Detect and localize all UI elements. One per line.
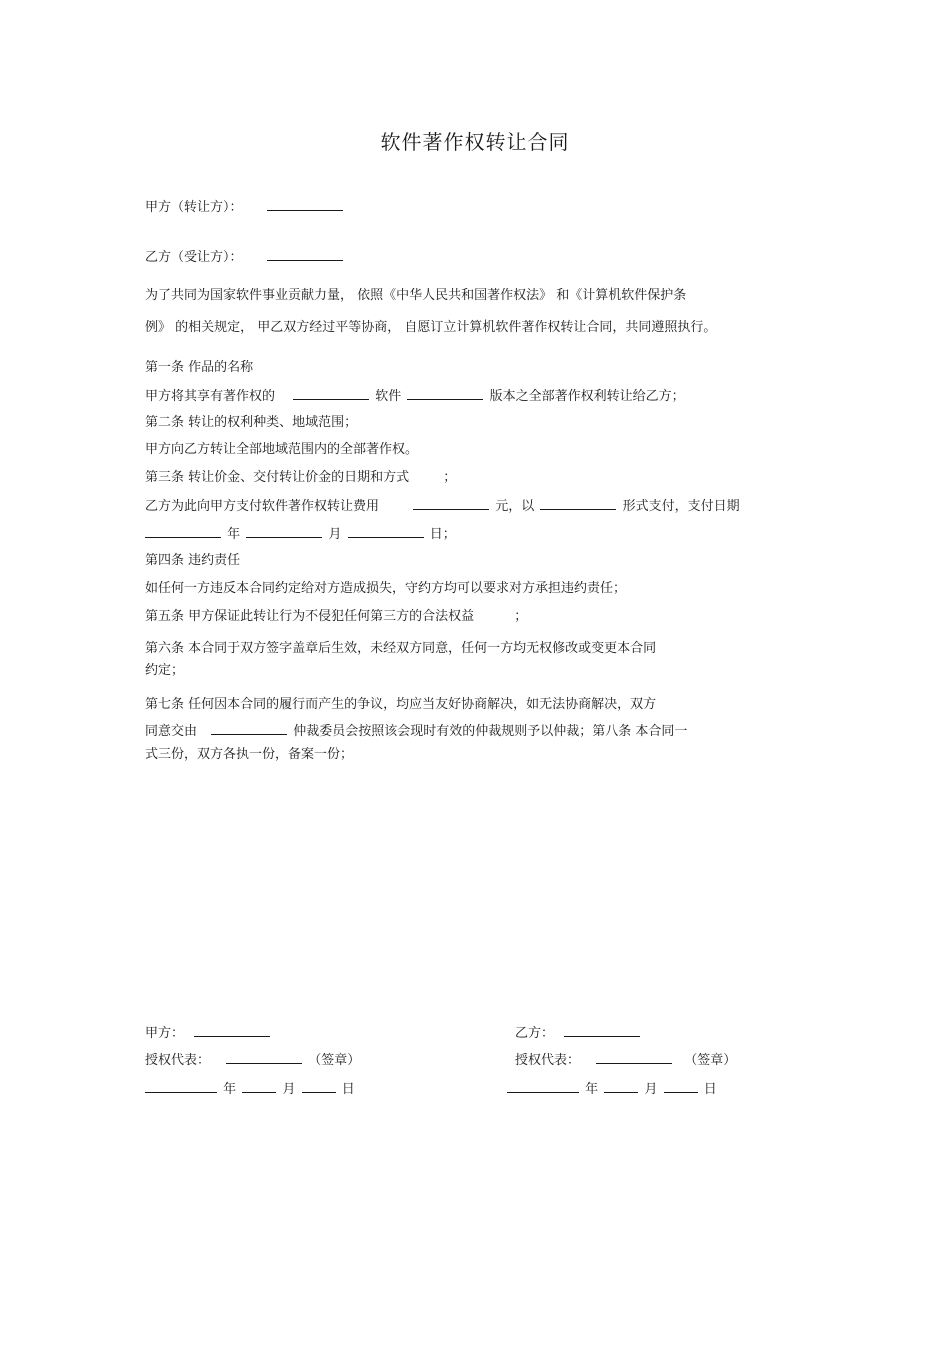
sig-party-b-rep-label: 授权代表： xyxy=(515,1053,581,1068)
sig-party-b-day-blank xyxy=(664,1080,698,1093)
sig-party-a-date xyxy=(145,1080,355,1098)
sig-party-b-year: 年 xyxy=(585,1082,599,1097)
sig-party-b-day: 日 xyxy=(703,1082,717,1097)
sig-party-b-blank xyxy=(564,1024,640,1037)
sig-party-b-date xyxy=(507,1080,717,1098)
sig-party-a-rep-blank xyxy=(226,1051,302,1064)
payment-form-blank xyxy=(540,497,616,510)
sig-party-a-rep-label: 授权代表： xyxy=(145,1053,211,1068)
article-7-line-3: 式三份，双方各执一份，备案一份； xyxy=(145,747,354,762)
arbitration-committee-blank xyxy=(211,722,287,735)
article-5-tail: ； xyxy=(514,609,528,624)
article-7-text-a: 同意交由 xyxy=(145,724,198,739)
sig-party-a-year: 年 xyxy=(223,1082,237,1097)
sig-party-b-line xyxy=(515,1024,642,1042)
payment-year-label: 年 xyxy=(227,527,241,542)
article-6-line-2: 约定； xyxy=(145,663,185,678)
article-3-body xyxy=(145,497,740,515)
sig-party-a-day: 日 xyxy=(341,1082,355,1097)
sig-party-a-blank xyxy=(194,1024,270,1037)
article-3-text-b: 元，以 xyxy=(495,499,535,514)
sig-party-b-rep-line xyxy=(515,1051,736,1069)
party-b-label: 乙方（受让方）： xyxy=(145,250,243,265)
sig-party-a-month: 月 xyxy=(282,1082,296,1097)
article-3-heading: 第三条 转让价金、交付转让价金的日期和方式 xyxy=(145,470,410,485)
article-5-line xyxy=(145,609,527,625)
payment-month-blank xyxy=(246,525,322,538)
article-1-text-a: 甲方将其享有著作权的 xyxy=(145,389,276,404)
article-1-body xyxy=(145,387,685,405)
payment-year-blank xyxy=(145,525,221,538)
party-b-name-blank xyxy=(267,248,343,261)
article-3-heading-line xyxy=(145,470,456,486)
party-a-name-blank xyxy=(267,198,343,211)
article-3-text-c: 形式支付，支付日期 xyxy=(622,499,740,514)
document-title: 软件著作权转让合同 xyxy=(380,130,570,154)
sig-party-a-month-blank xyxy=(242,1080,276,1093)
article-3-text-a: 乙方为此向甲方支付软件著作权转让费用 xyxy=(145,499,380,514)
software-version-blank xyxy=(407,387,483,400)
sig-party-b-month: 月 xyxy=(644,1082,658,1097)
article-5-heading: 第五条 甲方保证此转让行为不侵犯任何第三方的合法权益 xyxy=(145,609,475,624)
sig-party-a-year-blank xyxy=(145,1080,217,1093)
article-7-line-1: 第七条 任何因本合同的履行而产生的争议，均应当友好协商解决，如无法协商解决，双方 xyxy=(145,697,657,712)
payment-month-label: 月 xyxy=(328,527,342,542)
article-6-line-1: 第六条 本合同于双方签字盖章后生效，未经双方同意，任何一方均无权修改或变更本合同 xyxy=(145,641,657,656)
sig-party-b-year-blank xyxy=(507,1080,579,1093)
article-3-date xyxy=(145,525,456,543)
payment-day-label: 日； xyxy=(429,527,456,542)
article-1-text-b: 软件 xyxy=(375,389,402,404)
software-name-blank xyxy=(293,387,369,400)
article-4-heading: 第四条 违约责任 xyxy=(145,553,241,568)
preamble-line-1: 为了共同为国家软件事业贡献力量， 依照《中华人民共和国著作权法》 和《计算机软件保护条 xyxy=(145,288,687,303)
sig-party-a-label: 甲方： xyxy=(145,1026,185,1041)
article-2-body: 甲方向乙方转让全部地域范围内的全部著作权。 xyxy=(145,442,419,457)
party-b-line xyxy=(145,248,345,266)
sig-party-b-seal: （签章） xyxy=(684,1053,737,1068)
article-1-heading: 第一条 作品的名称 xyxy=(145,360,254,375)
fee-amount-blank xyxy=(413,497,489,510)
sig-party-a-seal: （签章） xyxy=(308,1053,361,1068)
article-7-text-b: 仲裁委员会按照该会现时有效的仲裁规则予以仲裁；第八条 本合同一 xyxy=(293,724,688,739)
article-1-text-c: 版本之全部著作权利转让给乙方； xyxy=(489,389,685,404)
sig-party-a-rep-line xyxy=(145,1051,360,1069)
party-a-label: 甲方（转让方）： xyxy=(145,200,243,215)
party-a-line xyxy=(145,198,345,216)
article-4-body: 如任何一方违反本合同约定给对方造成损失，守约方均可以要求对方承担违约责任； xyxy=(145,581,627,596)
preamble-line-2: 例》 的相关规定， 甲乙双方经过平等协商， 自愿订立计算机软件著作权转让合同，共同遵照执行。 xyxy=(145,320,717,335)
sig-party-b-label: 乙方： xyxy=(515,1026,555,1041)
payment-day-blank xyxy=(348,525,424,538)
sig-party-b-rep-blank xyxy=(596,1051,672,1064)
sig-party-b-month-blank xyxy=(604,1080,638,1093)
sig-party-a-line xyxy=(145,1024,272,1042)
article-2-heading: 第二条 转让的权利种类、地域范围； xyxy=(145,415,358,430)
sig-party-a-day-blank xyxy=(302,1080,336,1093)
article-7-line-2 xyxy=(145,722,687,740)
article-3-heading-tail: ； xyxy=(443,470,457,485)
